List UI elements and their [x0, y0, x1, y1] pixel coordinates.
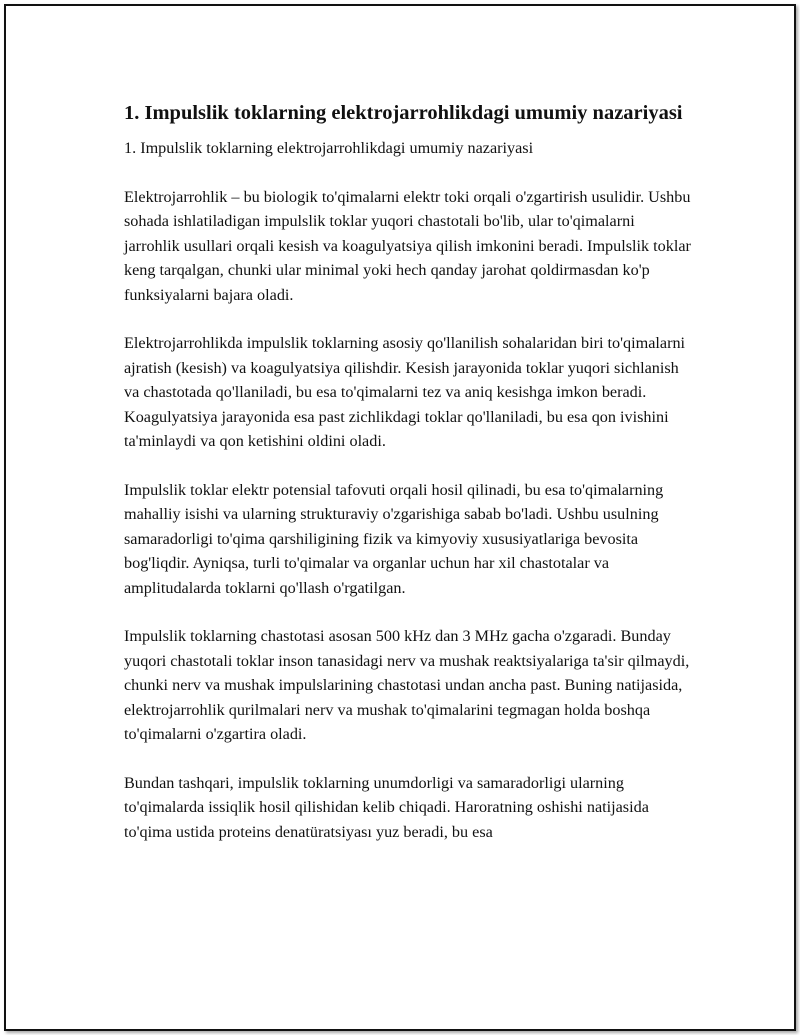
paragraph-3: Impulslik toklar elektr potensial tafovuti orqali hosil qilinadi, bu esa to'qimalarning mahalliy isishi va ularning strukturaviy o'zgarishiga sabab bo'ladi. Ushbu usulning samaradorligi to'qima qarshiligining fizik va kimyoviy xususiyatlariga bevosita bog'liqdir. Ayniqsa, turli to'qimalar va organlar uchun har xil chastotalar va amplitudalarda toklarni qo'llash o'rgatilgan.: [124, 480, 664, 597]
document-body: [124, 100, 694, 868]
paragraph-4: Impulslik toklarning chastotasi asosan 500 kHz dan 3 MHz gacha o'zgaradi. Bunday yuqori chastotali toklar inson tanasidagi nerv va mushak reaktsiyalariga ta'sir qilmaydi, chunki nerv va mushak impulslarining chastotasi undan ancha past. Buning natijasida, elektrojarrohlik qurilmalari nerv va mushak to'qimalarini tegmagan holda boshqa to'qimalarni o'zgartira oladi.: [124, 627, 690, 743]
document-page: [4, 4, 796, 1031]
paragraph-5: Bundan tashqari, impulslik toklarning unumdorligi va samaradorligi ularning to'qimalarda issiqlik hosil qilishidan kelib chiqadi. Haroratning oshishi natijasida to'qima ustida proteins denatüratsiyası yuz beradi, bu esa: [124, 773, 649, 841]
paragraph-1: Elektrojarrohlik – bu biologik to'qimalarni elektr toki orqali o'zgartirish usulidir. Ushbu sohada ishlatiladigan impulslik toklar yuqori chastotali bo'lib, ular to'qimalarni jarrohlik usullari orqali kesish va koagulyatsiya qilish imkonini beradi. Impulslik toklar keng tarqalgan, chunki ular minimal yoki hech qanday jarohat qoldirmasdan ko'p funksiyalarni bajara oladi.: [124, 187, 691, 304]
document-heading: 1. Impulslik toklarning elektrojarrohlikdagi umumiy nazariyasi: [124, 102, 683, 124]
document-subheading: 1. Impulslik toklarning elektrojarrohlikdagi umumiy nazariyasi: [124, 139, 534, 157]
paragraph-2: Elektrojarrohlikda impulslik toklarning asosiy qo'llanilish sohalaridan biri to'qimalarni ajratish (kesish) va koagulyatsiya qilishdir. Kesish jarayonida toklar yuqori sichlanish va chastotada qo'llaniladi, bu esa to'qimalarni tez va aniq kesishga imkon beradi. Koagulyatsiya jarayonida esa past zichlikdagi toklar qo'llaniladi, bu esa qon ivishini ta'minlaydi va qon ketishini oldini oladi.: [124, 334, 686, 450]
